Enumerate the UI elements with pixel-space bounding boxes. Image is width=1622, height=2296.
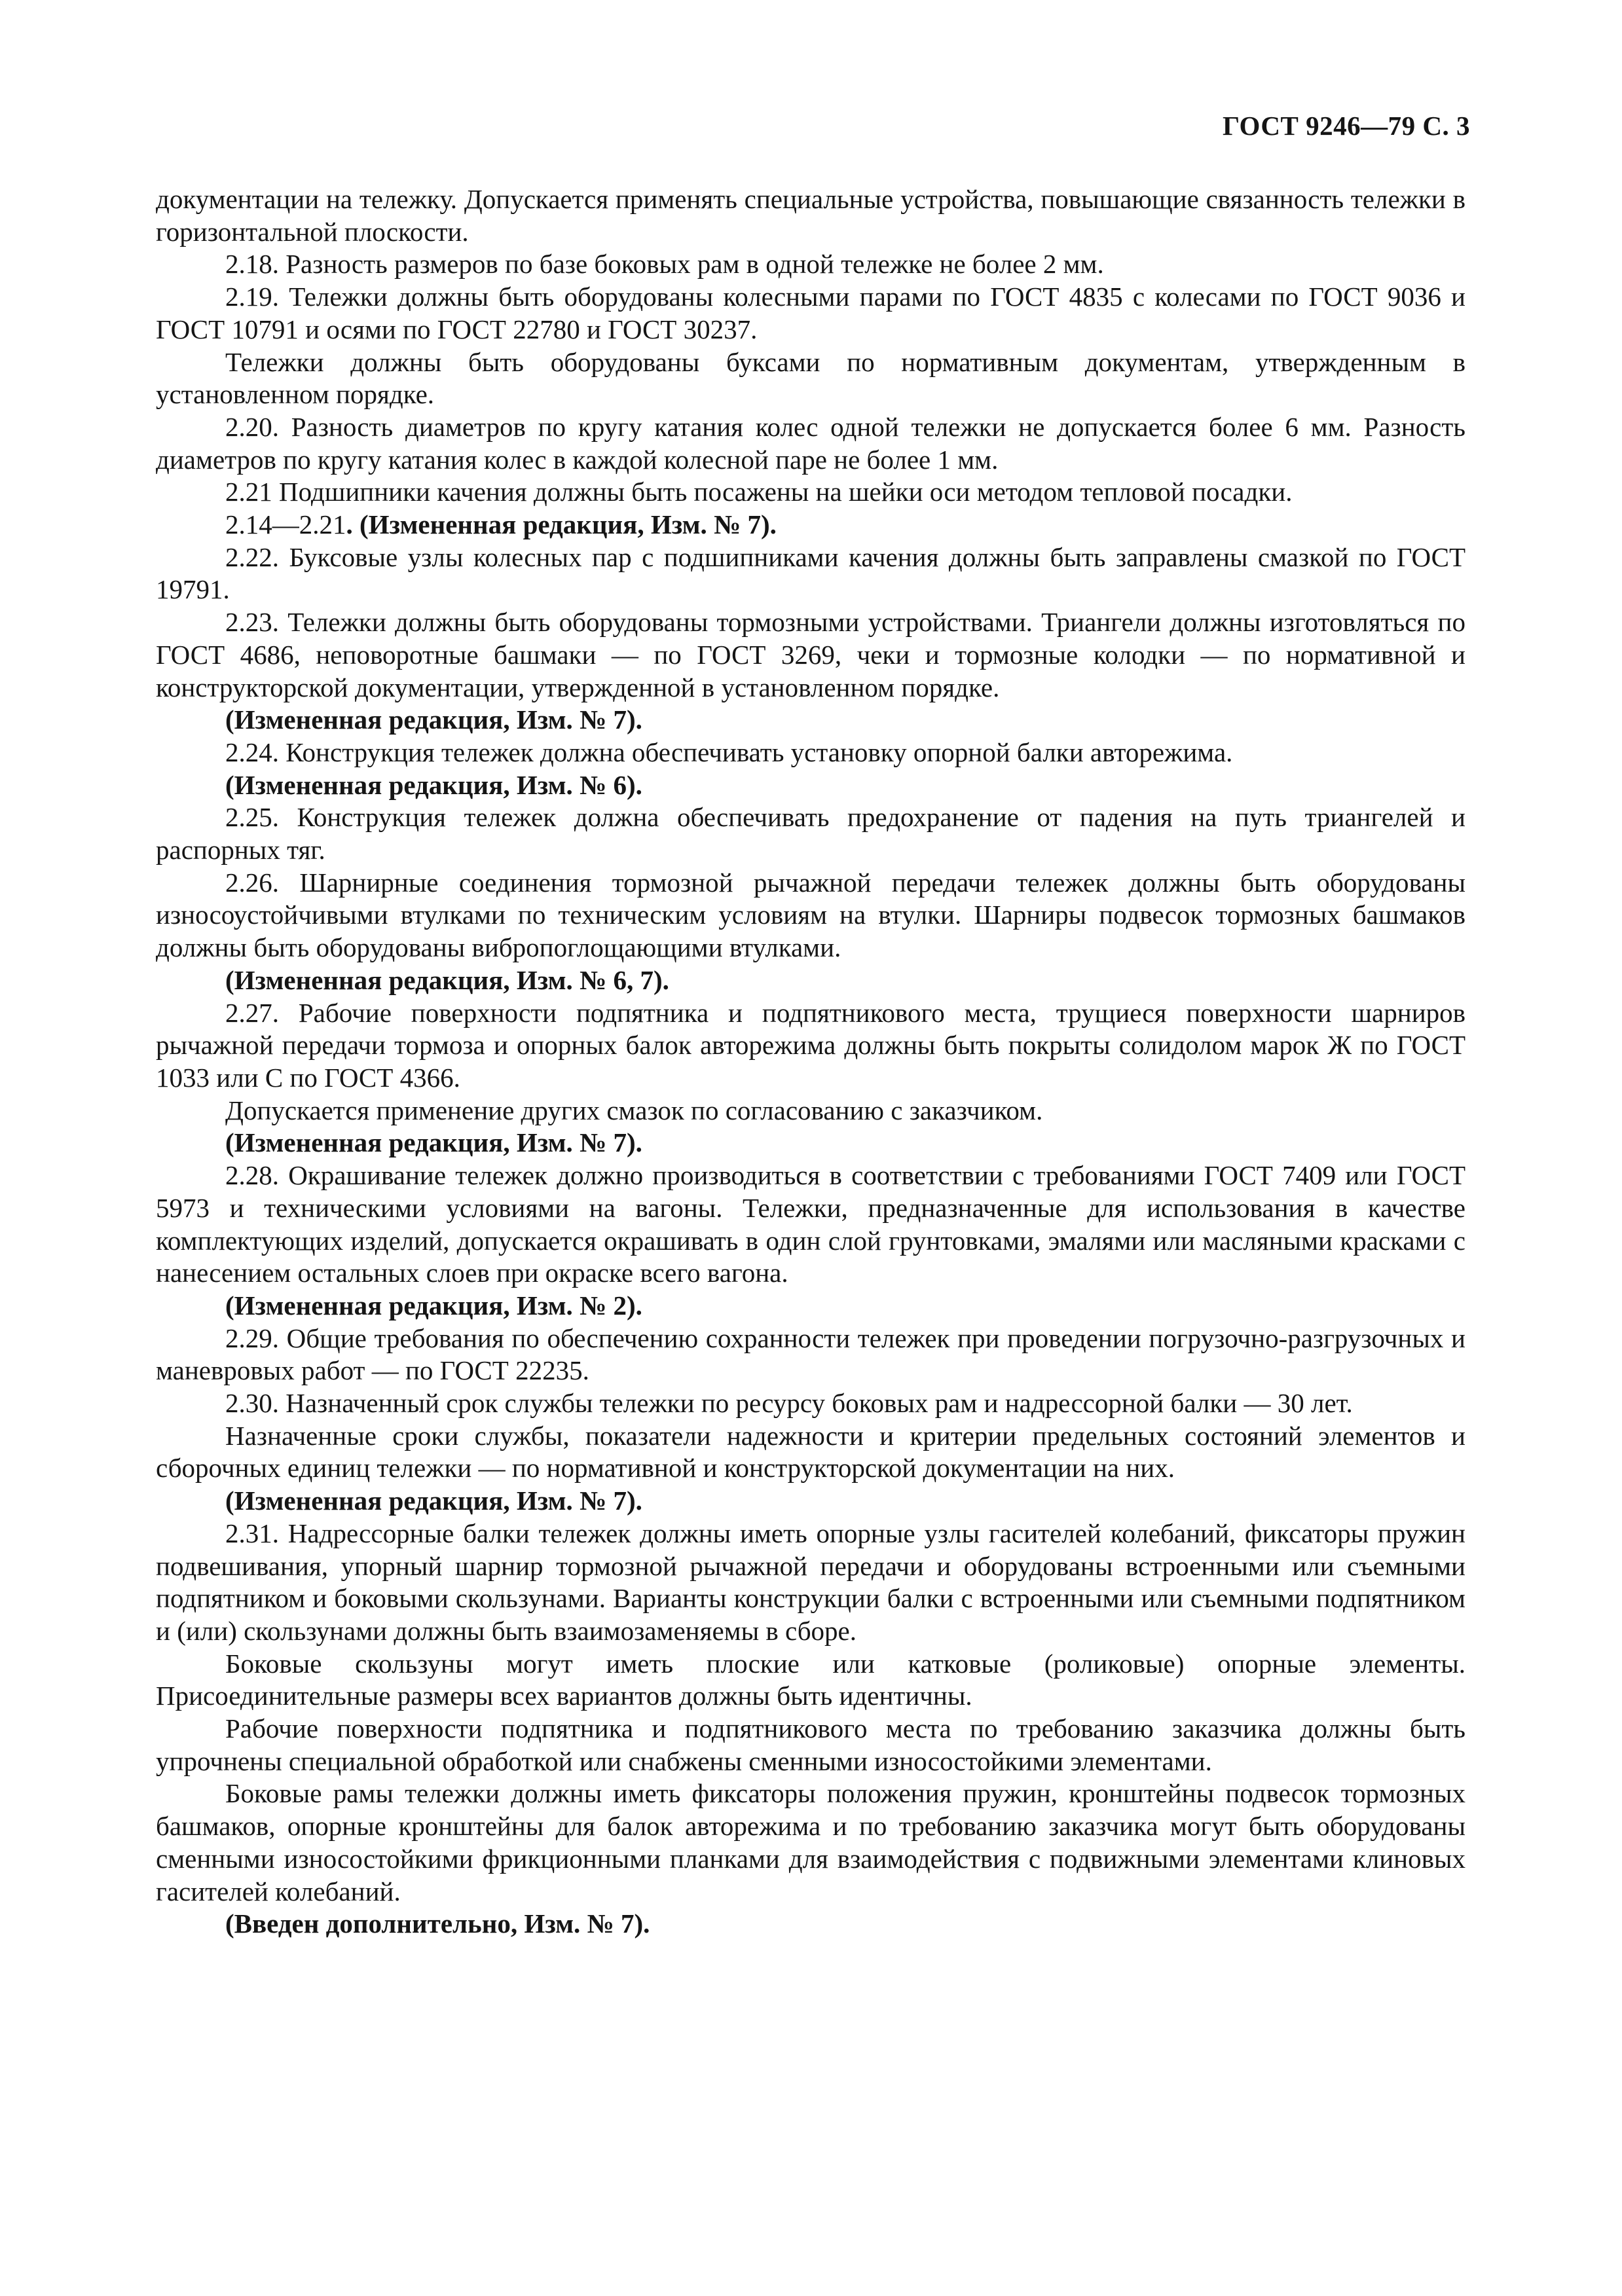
amendment-note-introduced: (Введен дополнительно, Изм. № 7).: [225, 1908, 650, 1939]
clause-2-31: 2.31. Надрессорные балки тележек должны иметь опорные узлы гасителей колебаний, фиксаторы пружин подвешивания, упорный шарнир тормозной рычажной передачи и оборудованы встроенными или съемными подпятником и боковыми скользунами. Варианты конструкции балки с встроенными или съемными подпятником и (или) скользунами должны быть взаимозаменяемы в сборе.: [156, 1518, 1465, 1646]
clause-2-30: 2.30. Назначенный срок службы тележки по ресурсу боковых рам и надрессорной балки — 30 лет.: [225, 1388, 1353, 1419]
clause-2-30-service-life: Назначенные сроки службы, показатели надежности и критерии предельных состояний элементов и сборочных единиц тележки — по нормативной и конструкторской документации на них.: [156, 1420, 1465, 1484]
clause-2-20: 2.20. Разность диаметров по кругу катания колес одной тележки не допускается более 6 мм. Разность диаметров по кругу катания колес в каждой колесной паре не более 1 мм.: [156, 411, 1465, 475]
clause-2-31-side-bearings: Боковые скользуны могут иметь плоские или катковые (роликовые) опорные элементы. Присоединительные размеры всех вариантов должны быть идентичны.: [156, 1648, 1465, 1711]
document-body: [156, 183, 1465, 1941]
clause-2-22: 2.22. Буксовые узлы колесных пар с подшипниками качения должны быть заправлены смазкой по ГОСТ 19791.: [156, 541, 1465, 605]
clause-2-24: 2.24. Конструкция тележек должна обеспечивать установку опорной балки авторежима.: [225, 737, 1233, 767]
clause-2-23: 2.23. Тележки должны быть оборудованы тормозными устройствами. Триангели должны изготовляться по ГОСТ 4686, неповоротные башмаки — по ГОСТ 3269, чеки и тормозные колодки — по нормативной и конструкторской документации, утвержденной в установленном порядке.: [156, 607, 1465, 702]
clause-2-27-other-lubricants: Допускается применение других смазок по согласованию с заказчиком.: [225, 1095, 1043, 1125]
clause-2-31-center-plate: Рабочие поверхности подпятника и подпятникового места по требованию заказчика должны быть упрочнены специальной обработкой или снабжены сменными износостойкими элементами.: [156, 1713, 1465, 1776]
amendment-note: (Измененная редакция, Изм. № 6, 7).: [225, 964, 669, 995]
amendment-note: (Измененная редакция, Изм. № 6).: [225, 769, 642, 800]
amendment-label: . (Измененная редакция, Изм. № 7).: [346, 509, 777, 540]
clause-2-28: 2.28. Окрашивание тележек должно производиться в соответствии с требованиями ГОСТ 7409 или ГОСТ 5973 и техническими условиями на вагоны. Тележки, предназначенные для использования в качестве комплектующих изделий, допускается окрашивать в один слой грунтовками, эмалями или масляными красками с нанесением остальных слоев при окраске всего вагона.: [156, 1160, 1465, 1288]
amendment-note: (Измененная редакция, Изм. № 7).: [225, 704, 642, 735]
clause-2-18: 2.18. Разность размеров по базе боковых рам в одной тележке не более 2 мм.: [225, 249, 1104, 280]
paragraph-continuation: документации на тележку. Допускается применять специальные устройства, повышающие связанность тележки в горизонтальной плоскости.: [156, 184, 1465, 247]
amendment-note: (Измененная редакция, Изм. № 7).: [225, 1485, 642, 1516]
clause-2-29: 2.29. Общие требования по обеспечению сохранности тележек при проведении погрузочно-разгрузочных и маневровых работ — по ГОСТ 22235.: [156, 1322, 1465, 1386]
clause-2-19: 2.19. Тележки должны быть оборудованы колесными парами по ГОСТ 4835 с колесами по ГОСТ 9036 и ГОСТ 10791 и осями по ГОСТ 22780 и ГОСТ 30237.: [156, 282, 1465, 344]
clause-2-21: 2.21 Подшипники качения должны быть посажены на шейки оси методом тепловой посадки.: [225, 477, 1293, 507]
clause-2-26: 2.26. Шарнирные соединения тормозной рычажной передачи тележек должны быть оборудованы износоустойчивыми втулками по техническим условиям на втулки. Шарниры подвесок тормозных башмаков должны быть оборудованы вибропоглощающими втулками.: [156, 867, 1465, 963]
running-head: ГОСТ 9246—79 С. 3: [1222, 111, 1470, 141]
amendment-note: (Измененная редакция, Изм. № 2).: [225, 1290, 642, 1321]
clause-2-31-side-frames: Боковые рамы тележки должны иметь фиксаторы положения пружин, кронштейны подвесок тормозных башмаков, опорные кронштейны для балок авторежима и по требованию заказчика могут быть оборудованы сменными износостойкими фрикционными планками для взаимодействия с подвижными элементами клиновых гасителей колебаний.: [156, 1778, 1465, 1906]
clause-2-25: 2.25. Конструкция тележек должна обеспечивать предохранение от падения на путь триангелей и распорных тяг.: [156, 802, 1465, 866]
amendment-note: (Измененная редакция, Изм. № 7).: [225, 1127, 642, 1158]
amendment-note-2-14-2-21: [156, 509, 1465, 541]
clause-2-19-axleboxes: Тележки должны быть оборудованы буксами по нормативным документам, утвержденным в установленном порядке.: [156, 346, 1465, 410]
amendment-range: 2.14—2.21: [225, 509, 346, 540]
clause-2-27: 2.27. Рабочие поверхности подпятника и подпятникового места, трущиеся поверхности шарниров рычажной передачи тормоза и опорных балок авторежима должны быть покрыты солидолом марок Ж по ГОСТ 1033 или С по ГОСТ 4366.: [156, 997, 1465, 1093]
